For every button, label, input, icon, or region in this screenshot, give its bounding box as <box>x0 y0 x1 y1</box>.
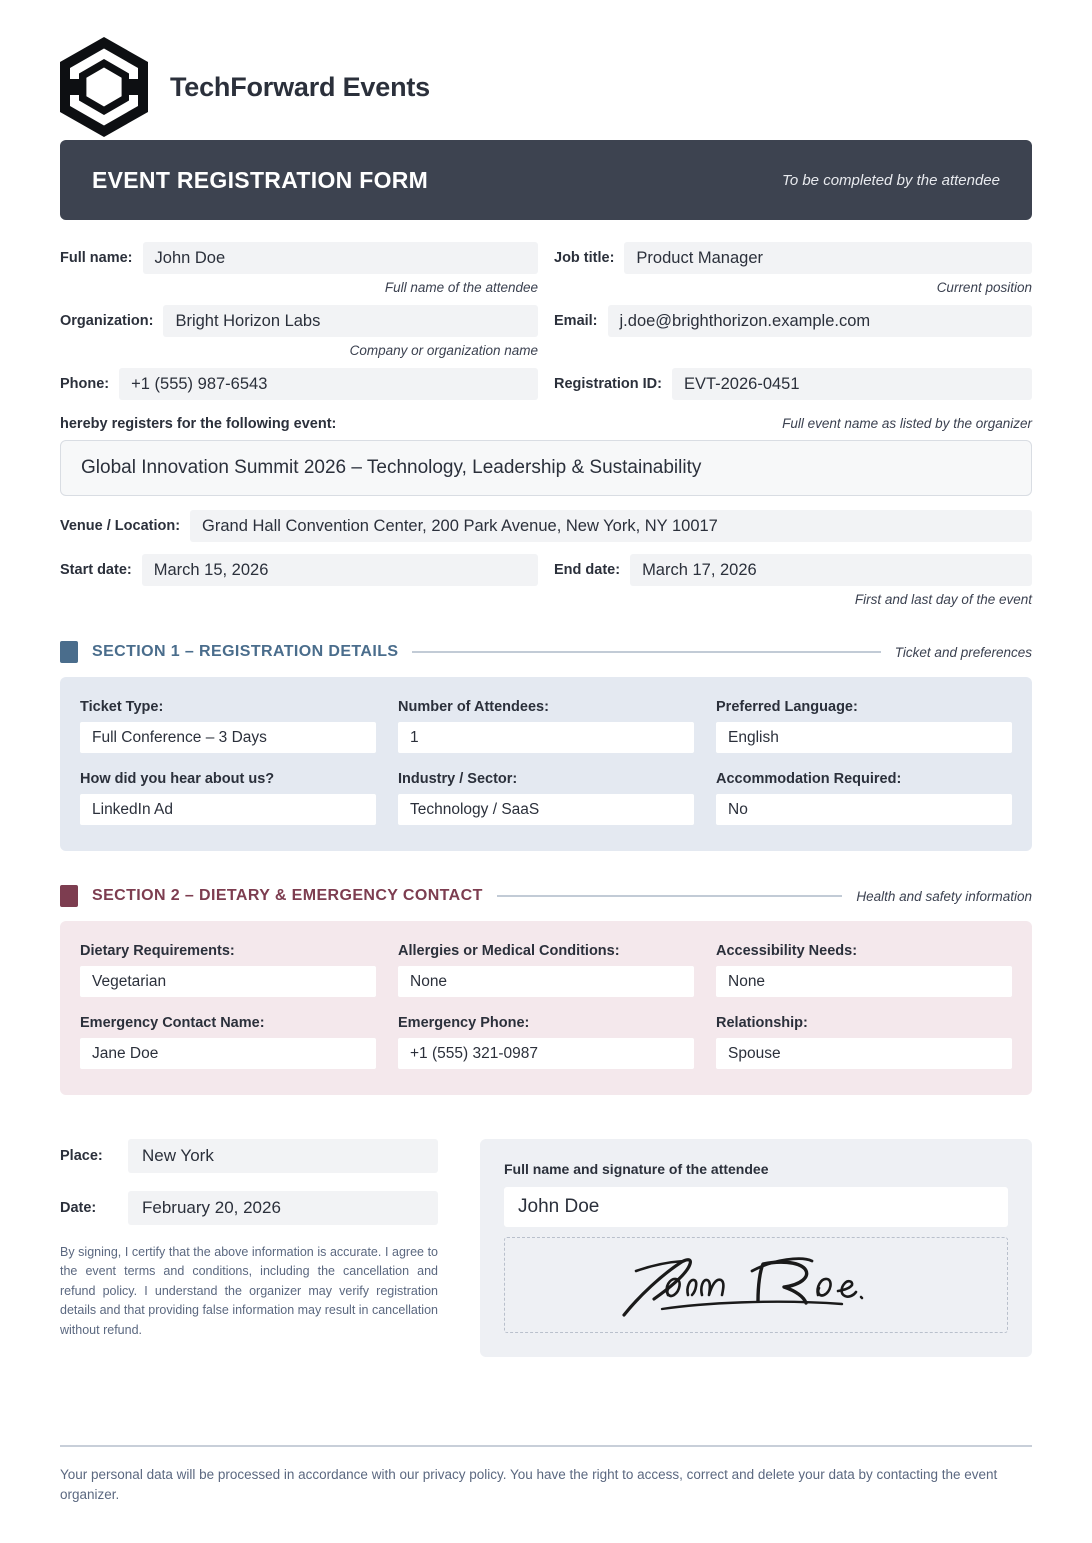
signature-panel-label: Full name and signature of the attendee <box>504 1161 769 1177</box>
start-date-field[interactable]: March 15, 2026 <box>142 554 538 586</box>
ticket-type-label: Ticket Type: <box>80 699 164 715</box>
identity-block <box>60 242 1032 400</box>
section-1-cell <box>716 699 1012 753</box>
section-1-title: SECTION 1 – REGISTRATION DETAILS <box>92 643 399 660</box>
brand-name: TechForward Events <box>170 71 430 102</box>
form-title-hint: To be completed by the attendee <box>782 171 1000 189</box>
place-label: Place: <box>60 1148 103 1164</box>
place-field[interactable]: New York <box>128 1139 438 1173</box>
full-name-hint: Full name of the attendee <box>384 280 538 295</box>
event-dates-hint: First and last day of the event <box>854 592 1032 607</box>
job-title-label: Job title: <box>554 250 615 266</box>
industry-sector-field[interactable]: Technology / SaaS <box>398 794 694 825</box>
start-date-group <box>60 554 538 586</box>
registration-id-field[interactable]: EVT-2026-0451 <box>672 368 1032 400</box>
section-2-marker <box>60 885 78 907</box>
number-of-attendees-field[interactable]: 1 <box>398 722 694 753</box>
section-2-cell <box>716 943 1012 997</box>
section-2-divider <box>497 895 843 897</box>
registration-id-group <box>554 368 1032 400</box>
industry-sector-label: Industry / Sector: <box>398 771 518 787</box>
full-name-label: Full name: <box>60 250 133 266</box>
accommodation-required-label: Accommodation Required: <box>716 771 902 787</box>
date-group <box>60 1191 438 1225</box>
event-block <box>60 416 1032 607</box>
section-2-title: SECTION 2 – DIETARY & EMERGENCY CONTACT <box>92 887 483 904</box>
section-2-cell <box>398 943 694 997</box>
email-group <box>554 305 1032 358</box>
section-1-panel <box>60 677 1032 851</box>
organization-field[interactable]: Bright Horizon Labs <box>163 305 538 337</box>
legal-consent-text: By signing, I certify that the above information is accurate. I agree to the event terms and conditions, including the cancellation and refund policy. I understand the organizer may verify registration details and that providing false information may result in cancellation without refund. <box>60 1245 438 1337</box>
section-2-cell <box>80 1015 376 1069</box>
emergency-contact-name-field[interactable]: Jane Doe <box>80 1038 376 1069</box>
section-2-cell <box>80 943 376 997</box>
signature-panel <box>480 1139 1032 1357</box>
event-dates-row <box>60 554 1032 586</box>
place-group <box>60 1139 438 1173</box>
job-title-hint: Current position <box>936 280 1032 295</box>
venue-field[interactable]: Grand Hall Convention Center, 200 Park Avenue, New York, NY 10017 <box>190 510 1032 542</box>
organization-label: Organization: <box>60 313 154 329</box>
phone-label: Phone: <box>60 376 110 392</box>
accessibility-needs-label: Accessibility Needs: <box>716 943 858 959</box>
registration-id-label: Registration ID: <box>554 376 662 392</box>
brand-header <box>60 0 1032 136</box>
email-field[interactable]: j.doe@brighthorizon.example.com <box>608 305 1032 337</box>
emergency-phone-label: Emergency Phone: <box>398 1015 530 1031</box>
venue-label: Venue / Location: <box>60 518 181 534</box>
start-date-label: Start date: <box>60 562 132 578</box>
identity-row-3 <box>60 368 1032 400</box>
privacy-notice-text: Your personal data will be processed in accordance with our privacy policy. You have the right to access, correct and delete your data by contacting the event organizer. <box>60 1466 998 1502</box>
identity-row-1 <box>60 242 1032 295</box>
number-of-attendees-label: Number of Attendees: <box>398 699 549 715</box>
ticket-type-field[interactable]: Full Conference – 3 Days <box>80 722 376 753</box>
section-1-cell <box>80 699 376 753</box>
section-1-cell <box>80 771 376 825</box>
organization-group <box>60 305 538 358</box>
section-2-cell <box>716 1015 1012 1069</box>
accessibility-needs-field[interactable]: None <box>716 966 1012 997</box>
job-title-field[interactable]: Product Manager <box>624 242 1032 274</box>
allergies-label: Allergies or Medical Conditions: <box>398 943 620 959</box>
footer <box>60 1445 1032 1505</box>
section-2-hint: Health and safety information <box>856 888 1032 904</box>
event-lead-row <box>60 416 1032 432</box>
signature-name-field[interactable]: John Doe <box>504 1187 1008 1227</box>
signature-drawing-area[interactable] <box>504 1237 1008 1333</box>
date-label: Date: <box>60 1200 97 1216</box>
end-date-label: End date: <box>554 562 621 578</box>
date-field[interactable]: February 20, 2026 <box>128 1191 438 1225</box>
venue-group <box>60 510 1032 542</box>
email-label: Email: <box>554 313 598 329</box>
section-2-grid <box>80 943 1012 1069</box>
section-1-marker <box>60 641 78 663</box>
preferred-language-field[interactable]: English <box>716 722 1012 753</box>
section-2-header <box>60 885 1032 907</box>
full-name-group <box>60 242 538 295</box>
event-lead-hint: Full event name as listed by the organizer <box>782 416 1032 431</box>
relationship-label: Relationship: <box>716 1015 808 1031</box>
section-2-cell <box>398 1015 694 1069</box>
phone-group <box>60 368 538 400</box>
section-1-hint: Ticket and preferences <box>894 644 1032 660</box>
organization-hint: Company or organization name <box>349 343 538 358</box>
section-1-cell <box>398 771 694 825</box>
section-1-grid <box>80 699 1012 825</box>
preferred-language-label: Preferred Language: <box>716 699 858 715</box>
referral-source-label: How did you hear about us? <box>80 771 275 787</box>
signoff-left-column <box>60 1139 438 1340</box>
signoff-block <box>60 1139 1032 1357</box>
footer-divider <box>60 1445 1032 1447</box>
relationship-field[interactable]: Spouse <box>716 1038 1012 1069</box>
section-1-header <box>60 641 1032 663</box>
page-title: EVENT REGISTRATION FORM <box>92 166 429 193</box>
allergies-field[interactable]: None <box>398 966 694 997</box>
form-title-bar <box>60 140 1032 220</box>
event-lead-label: hereby registers for the following event: <box>60 416 337 432</box>
dietary-requirements-field[interactable]: Vegetarian <box>80 966 376 997</box>
section-2-panel <box>60 921 1032 1095</box>
event-name-field[interactable]: Global Innovation Summit 2026 – Technology, Leadership & Sustainability <box>60 440 1032 496</box>
section-1-divider <box>412 651 880 653</box>
emergency-contact-name-label: Emergency Contact Name: <box>80 1015 265 1031</box>
emergency-phone-field[interactable]: +1 (555) 321-0987 <box>398 1038 694 1069</box>
referral-source-field[interactable]: LinkedIn Ad <box>80 794 376 825</box>
end-date-field[interactable]: March 17, 2026 <box>630 554 1032 586</box>
signature-mark-icon <box>606 1245 906 1325</box>
accommodation-required-field[interactable]: No <box>716 794 1012 825</box>
job-title-group <box>554 242 1032 295</box>
section-1-cell <box>716 771 1012 825</box>
section-1-cell <box>398 699 694 753</box>
hexagon-logo-icon <box>60 37 148 137</box>
identity-row-2 <box>60 305 1032 358</box>
dietary-requirements-label: Dietary Requirements: <box>80 943 235 959</box>
full-name-field[interactable]: John Doe <box>143 242 538 274</box>
phone-field[interactable]: +1 (555) 987-6543 <box>119 368 538 400</box>
end-date-group <box>554 554 1032 586</box>
